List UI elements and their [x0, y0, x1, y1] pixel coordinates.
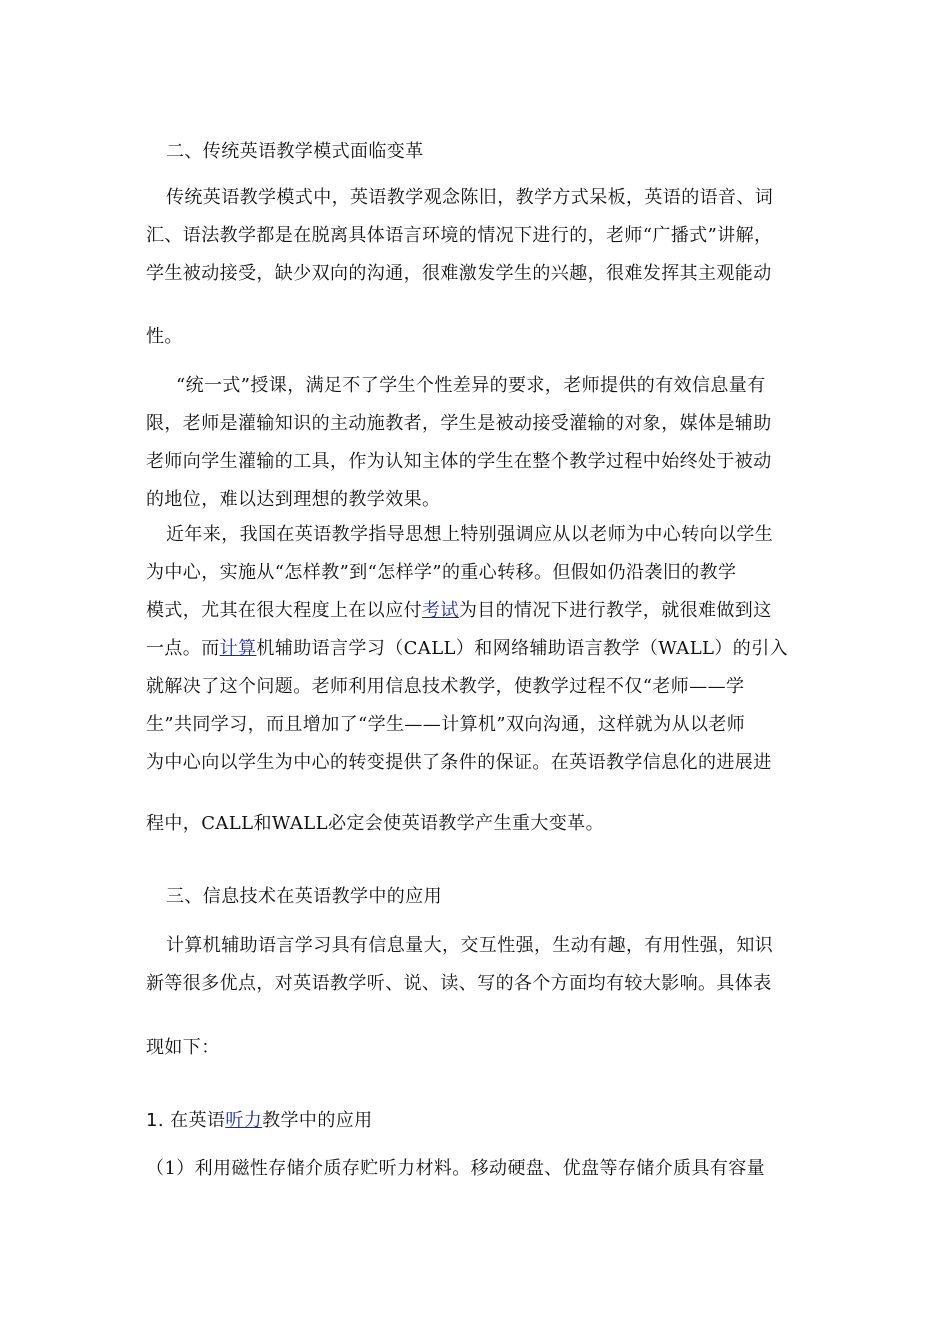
paragraph-line: 近年来，我国在英语教学指导思想上特别强调应从以老师为中心转向以学生 [166, 524, 774, 545]
paragraph-line [146, 637, 788, 661]
paragraph-line: 新等很多优点，对英语教学听、说、读、写的各个方面均有较大影响。具体表 [146, 973, 772, 994]
subsection-heading [146, 1109, 373, 1133]
paragraph-line: 为中心向以学生为中心的转变提供了条件的保证。在英语教学信息化的进展进 [146, 752, 772, 773]
paragraph-line: 性。 [146, 326, 183, 347]
paragraph-line: 传统英语教学模式中，英语教学观念陈旧，教学方式呆板，英语的语音、词 [166, 187, 774, 208]
paragraph-line: 就解决了这个问题。老师利用信息技术教学，使教学过程不仅“老师——学 [146, 676, 745, 697]
paragraph-line: 现如下： [146, 1037, 220, 1058]
paragraph-line: 为中心，实施从“怎样教”到“怎样学”的重心转移。但假如仍沿袭旧的教学 [146, 562, 737, 583]
paragraph-line: 生”共同学习，而且增加了“学生——计算机”双向沟通，这样就为从以老师 [146, 714, 746, 735]
text-segment: 教学中的应用 [262, 1110, 373, 1131]
exam-link[interactable]: 考试 [422, 600, 459, 621]
subsection-number: 1 [146, 1110, 158, 1131]
computer-link[interactable]: 计算 [219, 638, 257, 659]
paragraph-line: “统一式”授课，满足不了学生个性差异的要求，老师提供的有效信息量有 [176, 375, 766, 396]
paragraph-line: 老师向学生灌输的工具，作为认知主体的学生在整个教学过程中始终处于被动 [146, 451, 772, 472]
listening-link[interactable]: 听力 [225, 1110, 263, 1131]
paragraph-line: 学生被动接受，缺少双向的沟通，很难激发学生的兴趣，很难发挥其主观能动 [146, 263, 772, 284]
text-segment: 机辅助语言学习（CALL）和网络辅助语言教学（WALL）的引入 [256, 638, 789, 659]
paragraph-line: 程中，CALL和WALL必定会使英语教学产生重大变革。 [146, 813, 604, 834]
text-segment: . 在英语 [157, 1110, 226, 1131]
paragraph-line: 限，老师是灌输知识的主动施教者，学生是被动接受灌输的对象，媒体是辅助 [146, 413, 772, 434]
paragraph-line [146, 599, 772, 623]
section-heading-3: 三、信息技术在英语教学中的应用 [166, 886, 442, 907]
paragraph-line: （1）利用磁性存储介质存贮听力材料。移动硬盘、优盘等存储介质具有容量 [146, 1158, 766, 1179]
section-heading-2: 二、传统英语教学模式面临变革 [166, 141, 424, 162]
text-segment: 一点。而 [146, 638, 220, 659]
paragraph-line: 计算机辅助语言学习具有信息量大，交互性强，生动有趣，有用性强，知识 [166, 935, 774, 956]
text-segment: 为目的情况下进行教学，就很难做到这 [458, 600, 772, 621]
paragraph-line: 汇、语法教学都是在脱离具体语言环境的情况下进行的，老师“广播式”讲解， [146, 225, 773, 246]
paragraph-line: 的地位，难以达到理想的教学效果。 [146, 489, 441, 510]
text-segment: 模式，尤其在很大程度上在以应付 [146, 600, 422, 621]
